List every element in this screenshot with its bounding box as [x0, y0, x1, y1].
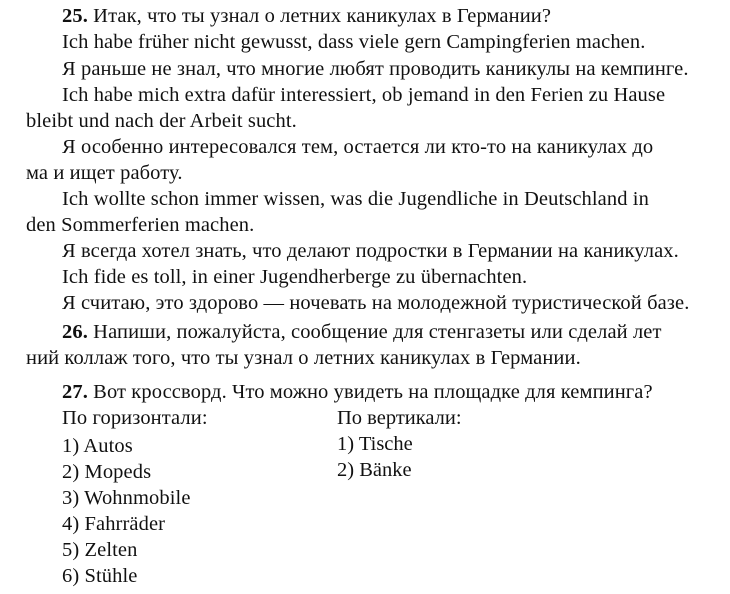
task-25-line-1: Ich habe früher nicht gewusst, dass viele gern Campingferien machen. — [62, 31, 646, 53]
horizontal-item-1: 1) Autos — [62, 435, 133, 457]
task-25-number: 25. — [62, 5, 88, 27]
task-25-heading — [62, 4, 551, 28]
task-25-line-4: bleibt und nach der Arbeit sucht. — [26, 110, 297, 132]
task-27-number: 27. — [62, 381, 88, 403]
horizontal-item-3: 3) Wohnmobile — [62, 487, 191, 509]
task-27-question: Вот кроссворд. Что можно увидеть на площадке для кемпинга? — [93, 381, 653, 403]
horizontal-item-6: 6) Stühle — [62, 565, 138, 587]
task-27-heading — [62, 380, 653, 404]
task-26-text: Напиши, пожалуйста, сообщение для стенгазеты или сделай лет — [93, 321, 662, 343]
horizontal-item-2: 2) Mopeds — [62, 461, 152, 483]
task-25-line-10: Ich fide es toll, in einer Jugendherberge zu übernachten. — [62, 266, 528, 288]
task-25-line-3: Ich habe mich extra dafür interessiert, ob jemand in den Ferien zu Hause — [62, 84, 666, 106]
vertical-heading: По вертикали: — [337, 407, 462, 429]
horizontal-item-4: 4) Fahrräder — [62, 513, 166, 535]
task-25-line-5: Я особенно интересовался тем, остается ли кто-то на каникулах до — [62, 136, 654, 158]
vertical-item-2: 2) Bänke — [337, 459, 412, 481]
vertical-item-1: 1) Tische — [337, 433, 413, 455]
task-26-number: 26. — [62, 321, 88, 343]
task-25-line-2: Я раньше не знал, что многие любят проводить каникулы на кемпинге. — [62, 58, 689, 80]
task-25-question: Итак, что ты узнал о летних каникулах в Германии? — [93, 5, 552, 27]
task-25-line-6: ма и ищет работу. — [26, 162, 183, 184]
task-25-line-8: den Sommerferien machen. — [26, 214, 255, 236]
horizontal-heading: По горизонтали: — [62, 407, 208, 429]
horizontal-item-5: 5) Zelten — [62, 539, 138, 561]
task-25-line-9: Я всегда хотел знать, что делают подростки в Германии на каникулах. — [62, 240, 679, 262]
task-25-line-7: Ich wollte schon immer wissen, was die Jugendliche in Deutschland in — [62, 188, 649, 210]
task-26-line-1 — [62, 320, 662, 344]
task-25-line-11: Я считаю, это здорово — ночевать на молодежной туристической базе. — [62, 292, 690, 314]
task-26-line-2: ний коллаж того, что ты узнал о летних каникулах в Германии. — [26, 347, 581, 369]
